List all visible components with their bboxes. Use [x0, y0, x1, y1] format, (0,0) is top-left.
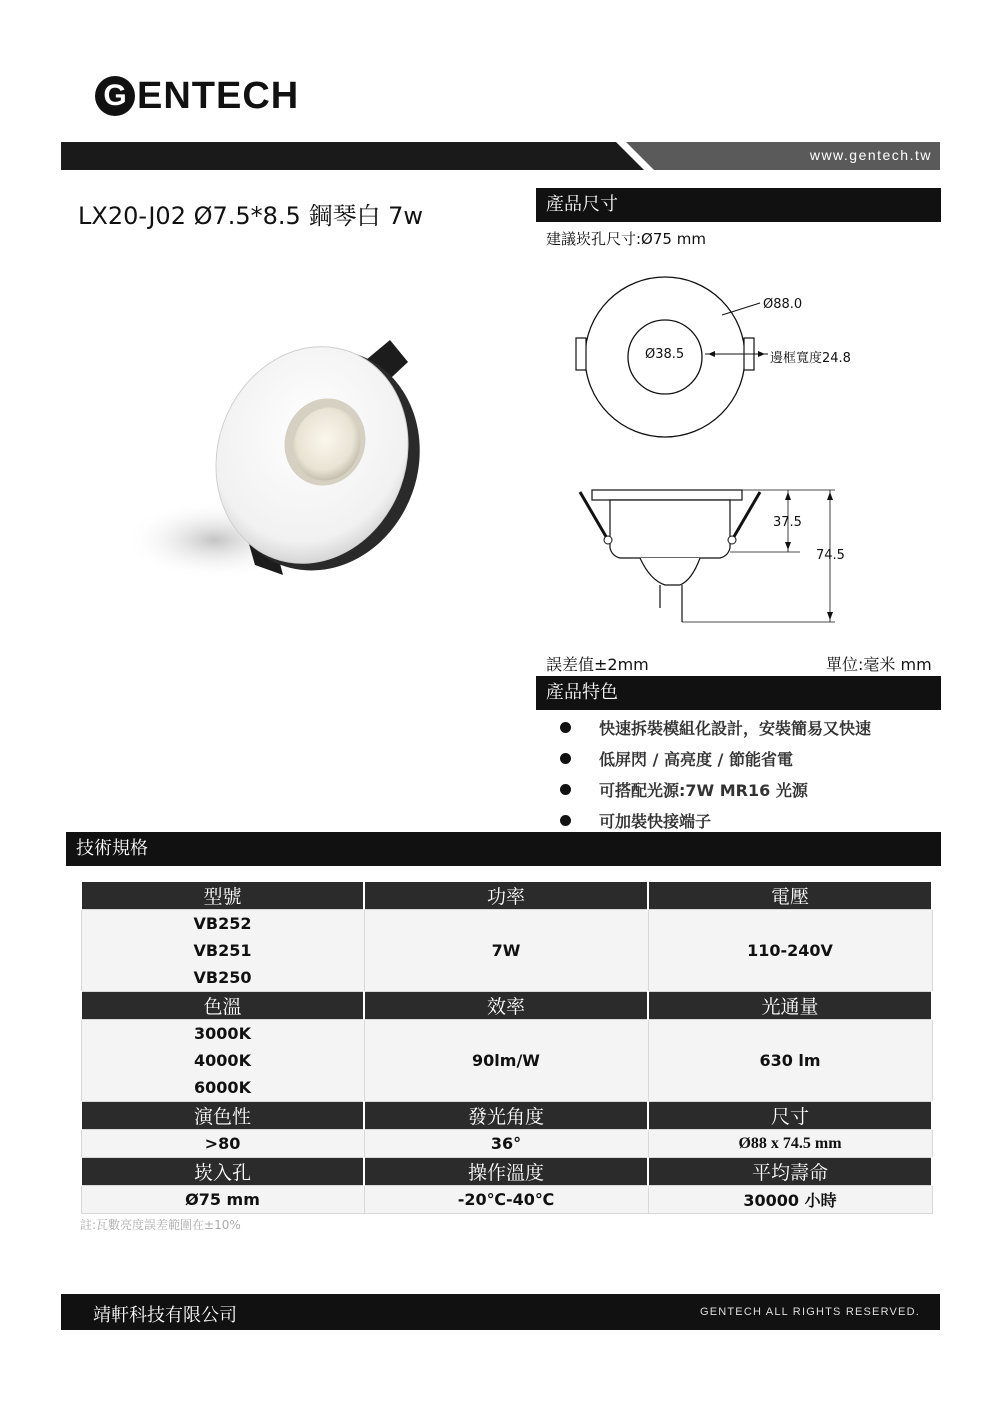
specs-heading: 技術規格 — [66, 832, 941, 866]
features-list — [560, 712, 940, 836]
bullet-icon — [560, 722, 571, 733]
spec-header-cell: 操作溫度 — [364, 1158, 648, 1186]
spec-row — [81, 1186, 932, 1214]
feature-item: 可搭配光源:7W MR16 光源 — [560, 774, 940, 805]
spec-table — [80, 882, 933, 1214]
header-band-shape — [61, 142, 940, 170]
spec-header-cell: 發光角度 — [364, 1102, 648, 1130]
logo-wordmark: ENTECH — [137, 74, 300, 117]
spec-header-cell: 平均壽命 — [648, 1158, 932, 1186]
spec-header-row — [81, 992, 932, 1020]
spec-header-cell: 色溫 — [81, 992, 364, 1020]
spec-header-row — [81, 882, 932, 910]
spec-header-row — [81, 1102, 932, 1130]
spec-row — [81, 910, 932, 992]
spec-header-cell: 演色性 — [81, 1102, 364, 1130]
power-cell: 7W — [364, 910, 648, 992]
logo-g-mark: G — [95, 76, 135, 116]
feature-item: 低屏閃 / 高亮度 / 節能省電 — [560, 743, 940, 774]
bullet-icon — [560, 784, 571, 795]
height-total-label: 74.5 — [816, 548, 845, 563]
features-heading: 產品特色 — [536, 676, 941, 710]
flux-cell: 630 lm — [648, 1020, 932, 1102]
spec-header-cell: 型號 — [81, 882, 364, 910]
spec-note: 註:瓦數亮度誤差範圍在±10% — [80, 1218, 241, 1232]
spec-header-cell: 效率 — [364, 992, 648, 1020]
bullet-icon — [560, 753, 571, 764]
brand-logo — [95, 74, 299, 118]
dimensions-heading: 產品尺寸 — [536, 188, 941, 222]
footer-bar — [61, 1294, 940, 1330]
frame-width-label: 邊框寬度24.8 — [770, 351, 851, 366]
inner-diameter-label: Ø38.5 — [645, 347, 685, 362]
website-link[interactable]: www.gentech.tw — [809, 147, 932, 163]
feature-item: 可加裝快接端子 — [560, 805, 940, 836]
beam-cell: 36° — [364, 1130, 648, 1158]
bullet-icon — [560, 815, 571, 826]
models-cell: VB252 VB251 VB250 — [81, 910, 364, 992]
spec-header-cell: 尺寸 — [648, 1102, 932, 1130]
temp-cell: -20℃-40℃ — [364, 1186, 648, 1214]
spec-header-cell: 崁入孔 — [81, 1158, 364, 1186]
spec-header-cell: 光通量 — [648, 992, 932, 1020]
spec-header-cell: 功率 — [364, 882, 648, 910]
outer-diameter-label: Ø88.0 — [763, 297, 803, 312]
rights-notice: GENTECH ALL RIGHTS RESERVED. — [699, 1306, 920, 1318]
efficacy-cell: 90lm/W — [364, 1020, 648, 1102]
cct-cell: 3000K 4000K 6000K — [81, 1020, 364, 1102]
height-inner-label: 37.5 — [773, 515, 802, 530]
size-cell: Ø88 x 74.5 mm — [648, 1130, 932, 1158]
spec-header-cell: 電壓 — [648, 882, 932, 910]
product-photo — [120, 320, 440, 590]
feature-item: 快速拆裝模組化設計，安裝簡易又快速 — [560, 712, 940, 743]
voltage-cell: 110-240V — [648, 910, 932, 992]
cri-cell: >80 — [81, 1130, 364, 1158]
spec-row — [81, 1130, 932, 1158]
company-name: 靖軒科技有限公司 — [93, 1305, 237, 1326]
cutout-note: 建議崁孔尺寸:Ø75 mm — [546, 230, 706, 248]
header-band — [61, 142, 940, 170]
unit-note: 單位:毫米 mm — [826, 655, 932, 674]
product-title: LX20-J02 Ø7.5*8.5 鋼琴白 7w — [78, 202, 423, 230]
tolerance-note: 誤差值±2mm — [546, 655, 649, 674]
spec-row — [81, 1020, 932, 1102]
cutout-cell: Ø75 mm — [81, 1186, 364, 1214]
spec-header-row — [81, 1158, 932, 1186]
life-cell: 30000 小時 — [648, 1186, 932, 1214]
